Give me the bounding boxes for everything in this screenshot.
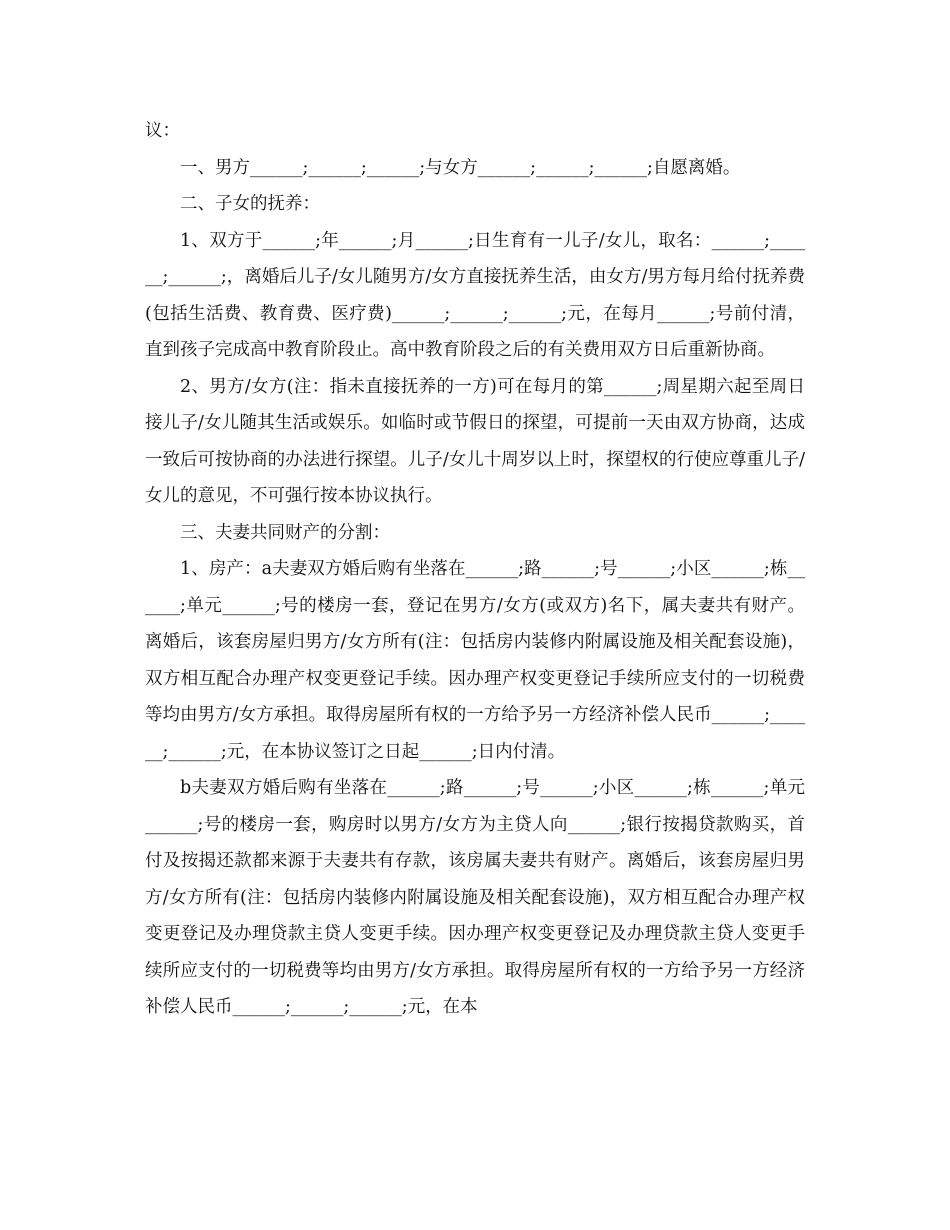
paragraph-property-a: 1、房产：a夫妻双方婚后购有坐落在______;路______;号______;小区______;栋______;单元______;号的楼房一套，登记在男方/女方(或双方)名下，属夫妻共有财产。离婚后，该套房屋归男方/女方所有(注：包括房内装修内附属设施及相关配套设施)，双方相互配合办理产权变更登记手续。因办理产权变更登记手续所应支付的一切税费等均由男方/女方承担。取得房屋所有权的一方给予另一方经济补偿人民币______;______;______;元，在本协议签订之日起______;日内付清。 [145,559,805,762]
heading-property-division: 三、夫妻共同财产的分割： [180,522,390,543]
document-body [145,113,805,1026]
paragraph-parties-divorce: 一、男方______;______;______;与女方______;______;______;自愿离婚。 [180,157,741,178]
paragraph-property-b: b夫妻双方婚后购有坐落在______;路______;号______;小区______;栋______;单元______;号的楼房一套，购房时以男方/女方为主贷人向______;银行按揭贷款购买，首付及按揭还款都来源于夫妻共有存款，该房属夫妻共有财产。离婚后，该套房屋归男方/女方所有(注：包括房内装修内附属设施及相关配套设施)，双方相互配合办理产权变更登记及办理贷款主贷人变更手续。因办理产权变更登记及办理贷款主贷人变更手续所应支付的一切税费等均由男方/女方承担。取得房屋所有权的一方给予另一方经济补偿人民币______;______;______;元，在本 [145,778,805,1017]
paragraph-child-support: 1、双方于______;年______;月______;日生育有一儿子/女儿，取名：______;______;______;，离婚后儿子/女儿随男方/女方直接抚养生活，由女方/男方每月给付抚养费(包括生活费、教育费、医疗费)______;______;______;元，在每月______;号前付清，直到孩子完成高中教育阶段止。高中教育阶段之后的有关费用双方日后重新协商。 [145,230,805,360]
paragraph-intro-tail: 议： [145,121,180,141]
paragraph-visitation: 2、男方/女方(注：指未直接抚养的一方)可在每月的第______;周星期六起至周日接儿子/女儿随其生活或娱乐。如临时或节假日的探望，可提前一天由双方协商，达成一致后可按协商的办法进行探望。儿子/女儿十周岁以上时，探望权的行使应尊重儿子/女儿的意见，不可强行按本协议执行。 [145,376,805,506]
heading-child-custody: 二、子女的抚养： [180,194,320,214]
